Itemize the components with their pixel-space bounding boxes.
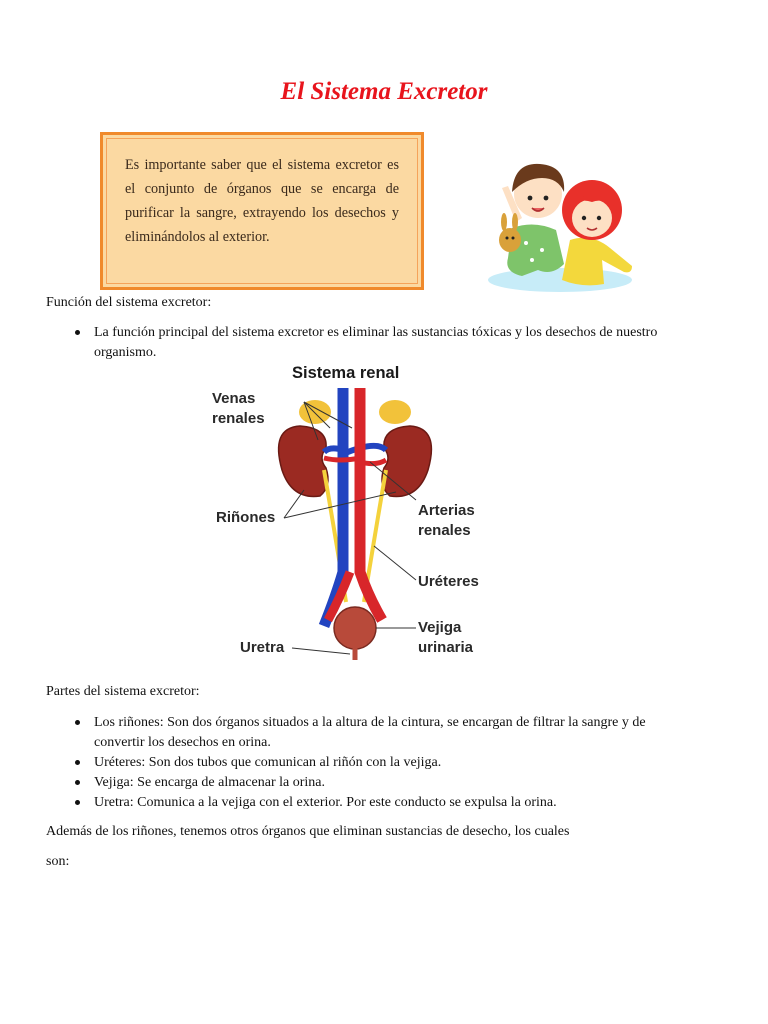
label-uretra: Uretra bbox=[240, 639, 285, 656]
label-arterias-1: Arterias bbox=[418, 502, 475, 519]
ademas-paragraph: Además de los riñones, tenemos otros órganos que eliminan sustancias de desecho, los cuales bbox=[46, 824, 570, 839]
diagram-title: Sistema renal bbox=[292, 364, 400, 382]
renal-system-diagram bbox=[200, 358, 510, 670]
funcion-heading: Función del sistema excretor: bbox=[46, 295, 212, 310]
list-item: Los riñones: Son dos órganos situados a la altura de la cintura, se encargan de filtrar la sangre y de convertir los desechos en orina. bbox=[46, 713, 686, 753]
list-item: La función principal del sistema excretor es eliminar las sustancias tóxicas y los desechos de nuestro organismo. bbox=[46, 323, 686, 363]
children-illustration bbox=[482, 148, 642, 298]
partes-heading: Partes del sistema excretor: bbox=[46, 684, 200, 699]
list-item: Uréteres: Son dos tubos que comunican al riñón con la vejiga. bbox=[46, 753, 686, 773]
label-vejiga-1: Vejiga bbox=[418, 619, 462, 636]
label-vejiga-2: urinaria bbox=[418, 639, 474, 656]
funcion-list bbox=[46, 323, 686, 363]
kidney-left-shape bbox=[279, 426, 328, 496]
intro-box: Es importante saber que el sistema excretor es el conjunto de órganos que se encarga de purificar la sangre, extrayendo los desechos y eliminándolos al exterior. bbox=[100, 132, 424, 290]
son-text: son: bbox=[46, 854, 70, 869]
label-venas-2: renales bbox=[212, 410, 265, 427]
label-rinones: Riñones bbox=[216, 509, 276, 526]
label-arterias-2: renales bbox=[418, 522, 471, 539]
label-ureteres: Uréteres bbox=[418, 573, 479, 590]
page-title: El Sistema Excretor bbox=[280, 78, 488, 105]
list-item: Vejiga: Se encarga de almacenar la orina. bbox=[46, 773, 686, 793]
list-item: Uretra: Comunica a la vejiga con el exterior. Por este conducto se expulsa la orina. bbox=[46, 793, 686, 813]
kidney-right-shape bbox=[382, 426, 431, 496]
partes-list bbox=[46, 713, 686, 813]
label-venas-1: Venas bbox=[212, 390, 256, 407]
